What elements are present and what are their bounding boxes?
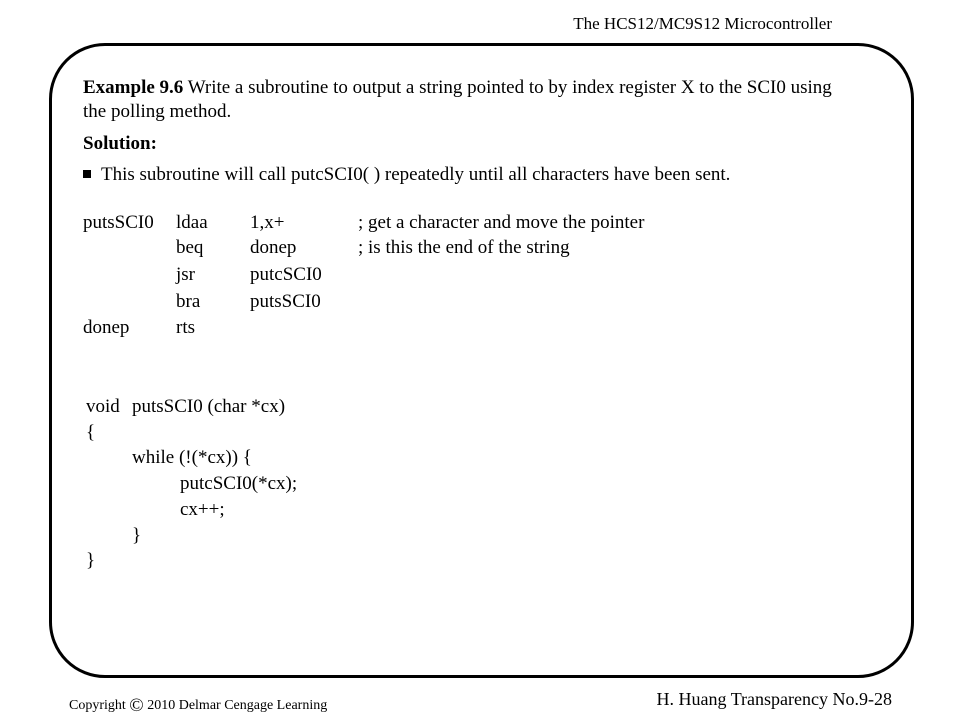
asm-label: donep [83, 317, 130, 338]
c-code-line: } [86, 550, 96, 571]
c-code-line: { [86, 422, 96, 443]
asm-opcode: rts [176, 317, 195, 338]
asm-opcode: jsr [176, 264, 195, 285]
c-code-line: cx++; [180, 499, 225, 520]
solution-label: Solution: [83, 133, 157, 154]
c-code-line: while (!(*cx)) { [132, 447, 252, 468]
header-title: The HCS12/MC9S12 Microcontroller [573, 14, 832, 33]
c-code-line: } [132, 525, 142, 546]
asm-operand: putsSCI0 [250, 291, 321, 312]
c-code-line: putcSCI0(*cx); [180, 473, 298, 494]
copyright-text: 2010 Delmar Cengage Learning [147, 698, 328, 713]
asm-operand: putcSCI0 [250, 264, 322, 285]
asm-opcode: bra [176, 291, 201, 312]
c-code-line: putsSCI0 (char *cx) [132, 396, 286, 417]
example-statement [83, 76, 843, 124]
copyright-symbol: © [129, 695, 144, 716]
example-text: Write a subroutine to output a string pointed to by index register X to the SCI0 using the polling method. [83, 77, 832, 122]
asm-comment: ; is this the end of the string [358, 237, 570, 258]
asm-comment: ; get a character and move the pointer [358, 212, 645, 233]
square-bullet-icon [83, 170, 91, 178]
asm-opcode: ldaa [176, 212, 208, 233]
solution-bullet [83, 164, 730, 186]
copyright-word: Copyright [69, 698, 126, 713]
copyright-notice [69, 693, 327, 715]
asm-operand: donep [250, 237, 297, 258]
c-code-line: void [86, 396, 120, 417]
asm-operand: 1,x+ [250, 212, 285, 233]
asm-opcode: beq [176, 237, 204, 258]
example-label: Example 9.6 [83, 77, 184, 98]
asm-label: putsSCI0 [83, 212, 154, 233]
slide-frame [49, 43, 914, 678]
solution-bullet-text: This subroutine will call putcSCI0( ) repeatedly until all characters have been sent. [101, 164, 731, 185]
transparency-credit: H. Huang Transparency No.9-28 [656, 689, 892, 709]
